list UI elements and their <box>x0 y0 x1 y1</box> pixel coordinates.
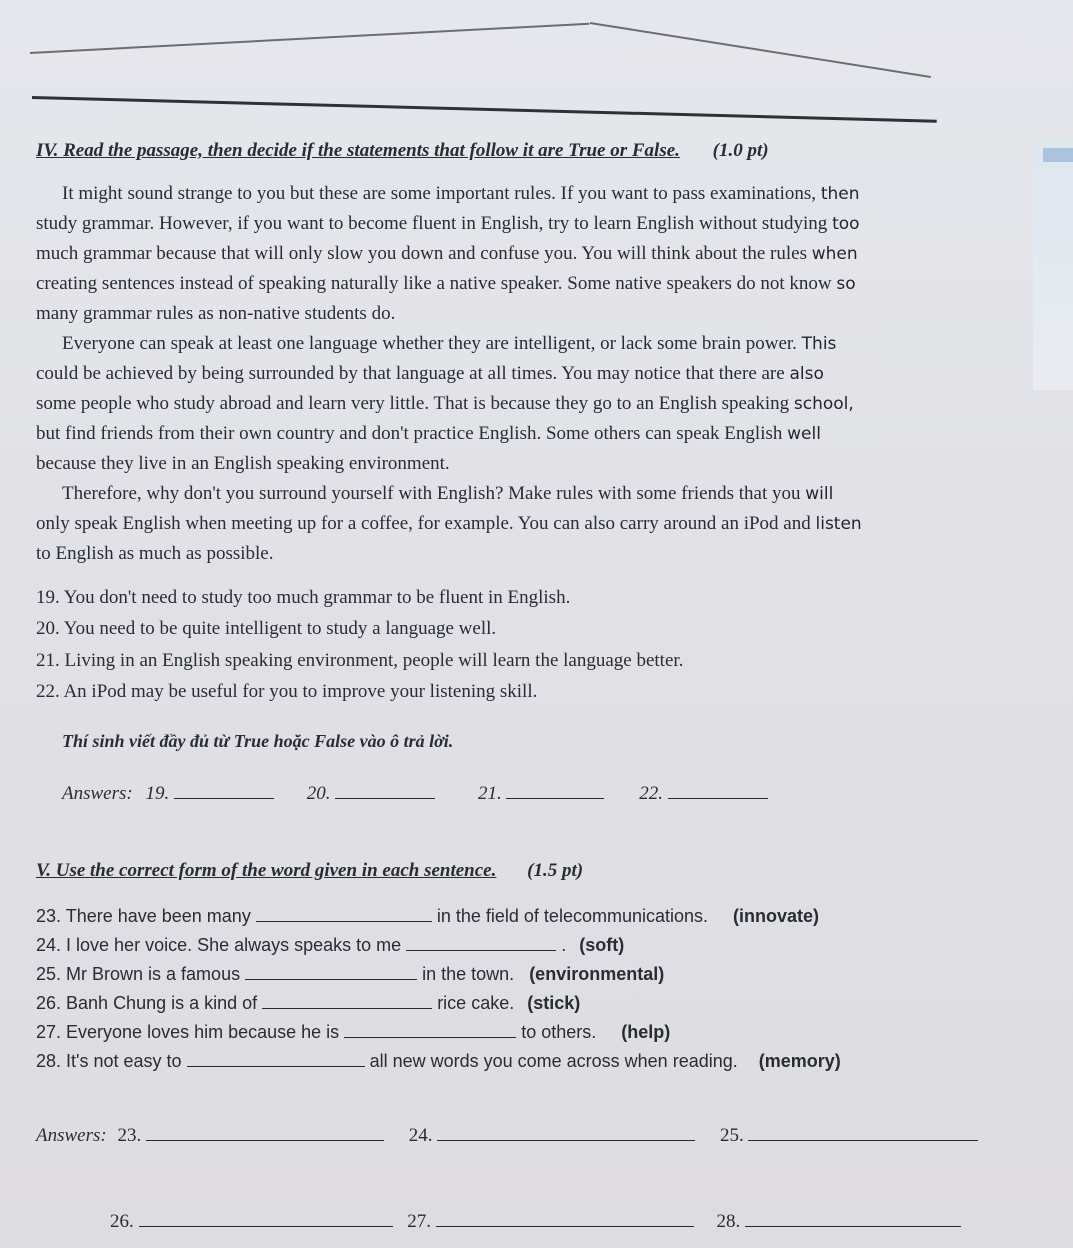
item-text: 25. Mr Brown is a famous <box>36 964 241 984</box>
underlying-sheet <box>1033 140 1073 390</box>
passage-text: some people who study abroad and learn very little. That is because they go to an English speaking <box>36 393 790 414</box>
item-text: 23. There have been many <box>36 906 251 926</box>
given-word: (innovate) <box>733 906 820 926</box>
item-blank-28[interactable] <box>187 1048 365 1067</box>
answer-blank-19[interactable] <box>174 780 274 799</box>
blue-band <box>1043 148 1073 162</box>
answers-label: Answers: <box>36 1125 107 1146</box>
passage-line-9 <box>36 423 821 445</box>
given-word: (environmental) <box>529 964 665 984</box>
top-rule-3 <box>32 96 937 123</box>
item-text: rice cake. <box>437 993 515 1013</box>
top-rule-1 <box>30 23 589 54</box>
section-4-heading <box>36 140 769 162</box>
item-blank-27[interactable] <box>344 1019 516 1038</box>
item-text: all new words you come across when reading. <box>369 1051 738 1071</box>
passage-text: but find friends from their own country and don't practice English. Some others can speak English <box>36 423 783 444</box>
section-5-points: (1.5 pt) <box>527 860 584 881</box>
answer-blank-26[interactable] <box>139 1208 393 1227</box>
answers-label: Answers: <box>62 783 133 804</box>
item-text: in the town. <box>422 964 515 984</box>
item-text: . <box>561 935 567 955</box>
item-text: to others. <box>521 1022 597 1042</box>
answer-number: 21. <box>477 783 502 804</box>
passage-text: It might sound strange to you but these are some important rules. If you want to pass examinations, <box>62 183 817 204</box>
section-5-heading <box>36 860 583 882</box>
handwritten-word: will <box>805 484 834 504</box>
passage-text: to English as much as possible. <box>36 543 274 564</box>
passage-text: creating sentences instead of speaking naturally like a native speaker. Some native speakers do not know <box>36 273 832 294</box>
answer-blank-24[interactable] <box>437 1122 695 1141</box>
passage-text: could be achieved by being surrounded by that language at all times. You may notice that there are <box>36 363 785 384</box>
item-23 <box>36 903 819 927</box>
handwritten-word: when <box>811 244 858 264</box>
answer-blank-28[interactable] <box>745 1208 961 1227</box>
statement-19: 19. You don't need to study too much grammar to be fluent in English. <box>36 587 571 608</box>
answer-number: 27. <box>407 1211 431 1232</box>
answer-number: 19. <box>145 783 170 804</box>
passage-text: Everyone can speak at least one language whether they are intelligent, or lack some brain power. <box>62 333 797 354</box>
handwritten-word: well <box>787 424 821 444</box>
given-word: (help) <box>621 1022 671 1042</box>
answer-blank-22[interactable] <box>668 780 768 799</box>
answer-number: 22. <box>639 783 663 804</box>
item-blank-24[interactable] <box>406 932 556 951</box>
handwritten-word: listen <box>815 514 862 534</box>
answer-number: 23. <box>117 1125 142 1146</box>
answer-blank-25[interactable] <box>748 1122 978 1141</box>
handwritten-word: This <box>801 334 837 354</box>
item-26 <box>36 990 580 1014</box>
statement-20: 20. You need to be quite intelligent to study a language well. <box>36 618 497 639</box>
passage-line-12 <box>36 513 862 535</box>
item-text: in the field of telecommunications. <box>436 906 709 926</box>
item-24 <box>36 932 624 956</box>
answer-number: 24. <box>408 1125 433 1146</box>
passage-line-6 <box>62 333 836 355</box>
item-blank-25[interactable] <box>245 961 417 980</box>
passage-line-13 <box>36 543 273 565</box>
answer-number: 28. <box>716 1211 741 1232</box>
section-5-title: V. Use the correct form of the word given in each sentence. <box>36 860 497 881</box>
section-5-answers-row-1 <box>36 1122 978 1147</box>
section-5-answers-row-2 <box>110 1208 961 1233</box>
item-25 <box>36 961 664 985</box>
answer-blank-27[interactable] <box>436 1208 694 1227</box>
item-text: 24. I love her voice. She always speaks to me <box>36 935 402 955</box>
item-text: 26. Banh Chung is a kind of <box>36 993 258 1013</box>
section-4-points: (1.0 pt) <box>712 140 769 161</box>
passage-line-7 <box>36 363 824 385</box>
answer-blank-20[interactable] <box>335 780 435 799</box>
passage-line-3 <box>36 243 858 265</box>
passage-text: Therefore, why don't you surround yourself with English? Make rules with some friends that you <box>62 483 801 504</box>
answer-number: 26. <box>110 1211 134 1232</box>
passage-line-1 <box>62 183 860 205</box>
passage-text: much grammar because that will only slow you down and confuse you. You will think about the rules <box>36 243 807 264</box>
item-blank-23[interactable] <box>256 903 432 922</box>
instruction-vi: Thí sinh viết đầy đủ từ True hoặc False vào ô trả lời. <box>62 731 454 751</box>
answer-number: 25. <box>719 1125 744 1146</box>
item-28 <box>36 1048 841 1072</box>
handwritten-word: also <box>789 364 824 384</box>
handwritten-word: so <box>836 274 856 294</box>
passage-line-4 <box>36 273 856 295</box>
given-word: (memory) <box>758 1051 841 1071</box>
item-blank-26[interactable] <box>262 990 432 1009</box>
passage-line-5 <box>36 303 395 325</box>
handwritten-word: too <box>832 214 860 234</box>
item-text: 27. Everyone loves him because he is <box>36 1022 340 1042</box>
answer-blank-21[interactable] <box>506 780 604 799</box>
passage-line-11 <box>62 483 833 505</box>
given-word: (stick) <box>527 993 581 1013</box>
statement-22: 22. An iPod may be useful for you to improve your listening skill. <box>36 681 538 702</box>
handwritten-word: school, <box>793 394 854 414</box>
given-word: (soft) <box>579 935 625 955</box>
section-4-answers <box>62 780 768 805</box>
item-27 <box>36 1019 670 1043</box>
passage-text: only speak English when meeting up for a coffee, for example. You can also carry around an iPod and <box>36 513 811 534</box>
answer-blank-23[interactable] <box>146 1122 384 1141</box>
section-4-title: IV. Read the passage, then decide if the statements that follow it are True or False. <box>36 140 680 161</box>
passage-text: because they live in an English speaking environment. <box>36 453 450 474</box>
passage-line-2 <box>36 213 860 235</box>
handwritten-word: then <box>820 184 860 204</box>
statement-21: 21. Living in an English speaking environment, people will learn the language better. <box>36 650 684 671</box>
item-text: 28. It's not easy to <box>36 1051 182 1071</box>
top-rule-2 <box>590 22 931 77</box>
answer-number: 20. <box>306 783 331 804</box>
passage-line-10 <box>36 453 450 475</box>
passage-text: study grammar. However, if you want to become fluent in English, try to learn English without studying <box>36 213 828 234</box>
passage-line-8 <box>36 393 854 415</box>
passage-text: many grammar rules as non-native students do. <box>36 303 396 324</box>
